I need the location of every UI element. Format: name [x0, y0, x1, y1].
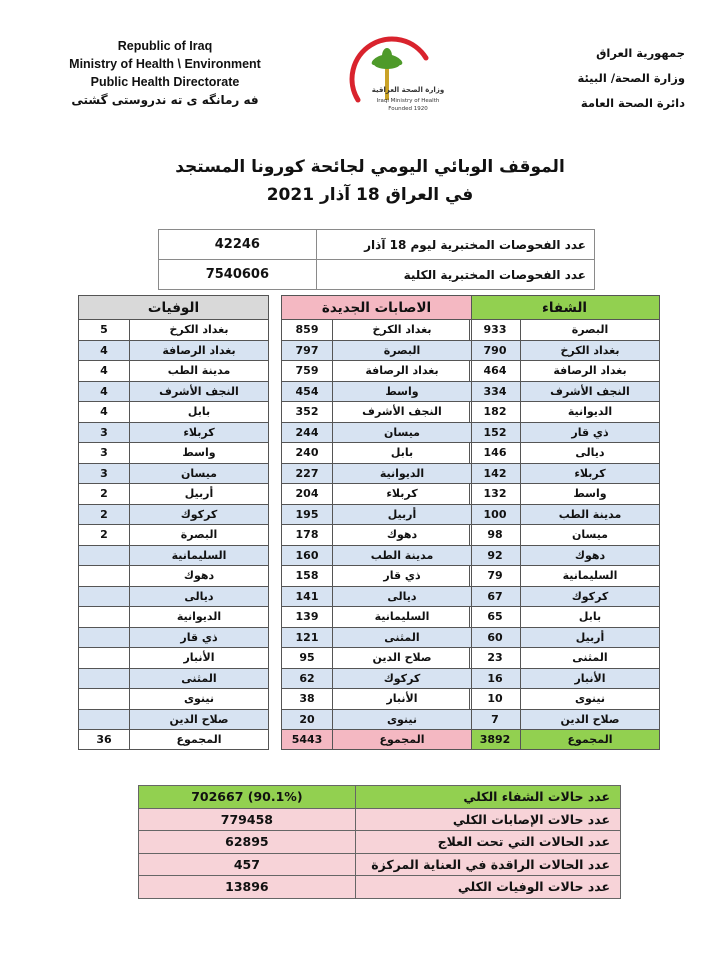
table-row — [282, 689, 472, 710]
tests-row — [159, 230, 595, 260]
summary-value: 62895 — [139, 831, 356, 854]
header-kurdish-line: فه رمانگه ی ته ندروستی گشتی — [71, 93, 259, 107]
logo-founded: Founded 1920 — [388, 106, 428, 112]
table-title: الوفيات — [79, 296, 269, 320]
row-province: بغداد الكرخ — [521, 340, 660, 361]
row-province: أربيل — [333, 504, 472, 525]
table-row — [470, 402, 660, 423]
row-value — [79, 668, 130, 689]
row-value: 464 — [470, 361, 521, 382]
table-row — [282, 361, 472, 382]
row-value — [79, 586, 130, 607]
table-row — [79, 402, 269, 423]
table-row — [470, 504, 660, 525]
table-row — [79, 381, 269, 402]
table-row — [282, 381, 472, 402]
table-row — [79, 607, 269, 628]
row-province: مدينة الطب — [130, 361, 269, 382]
summary-value: 457 — [139, 853, 356, 876]
table-row — [470, 361, 660, 382]
tests-daily-value: 42246 — [159, 230, 317, 260]
table-row — [470, 627, 660, 648]
summary-label: عدد حالات الشفاء الكلي — [355, 786, 620, 809]
row-value — [79, 607, 130, 628]
table-row — [470, 443, 660, 464]
total-value: 3892 — [470, 730, 521, 750]
row-value — [79, 545, 130, 566]
row-province: السليمانية — [130, 545, 269, 566]
table-row — [282, 422, 472, 443]
table-title: الاصابات الجديدة — [282, 296, 472, 320]
row-value: 79 — [470, 566, 521, 587]
row-province: صلاح الدين — [521, 709, 660, 730]
row-province: كربلاء — [333, 484, 472, 505]
row-value: 158 — [282, 566, 333, 587]
summary-label: عدد حالات الوفيات الكلي — [355, 876, 620, 899]
row-value: 60 — [470, 627, 521, 648]
row-value: 790 — [470, 340, 521, 361]
logo-en-text: Iraqi Ministry of Health — [376, 98, 440, 104]
table-row — [282, 607, 472, 628]
row-value: 141 — [282, 586, 333, 607]
row-value: 797 — [282, 340, 333, 361]
table-row — [79, 320, 269, 341]
row-province: مدينة الطب — [521, 504, 660, 525]
summary-row — [139, 831, 621, 854]
row-value: 4 — [79, 340, 130, 361]
row-value: 16 — [470, 668, 521, 689]
row-value: 10 — [470, 689, 521, 710]
table-row — [470, 709, 660, 730]
table-row — [470, 545, 660, 566]
row-value: 5 — [79, 320, 130, 341]
deaths-table — [78, 295, 269, 750]
recoveries-table — [469, 295, 660, 750]
summary-value: 779458 — [139, 808, 356, 831]
table-row — [470, 566, 660, 587]
summary-label: عدد حالات الإصابات الكلي — [355, 808, 620, 831]
header-en-line3: Public Health Directorate — [90, 75, 240, 89]
row-value: 121 — [282, 627, 333, 648]
table-row — [470, 689, 660, 710]
row-province: الديوانية — [521, 402, 660, 423]
row-value — [79, 689, 130, 710]
table-row — [282, 402, 472, 423]
row-province: كربلاء — [521, 463, 660, 484]
table-row — [470, 668, 660, 689]
table-title: الشفاء — [470, 296, 660, 320]
table-header-row — [282, 296, 472, 320]
header-english — [52, 37, 278, 109]
summary-row — [139, 808, 621, 831]
row-province: واسط — [521, 484, 660, 505]
row-province: كركوك — [130, 504, 269, 525]
table-row — [79, 361, 269, 382]
row-province: بغداد الرصافة — [130, 340, 269, 361]
summary-value: 702667 (90.1%) — [139, 786, 356, 809]
row-province: بغداد الرصافة — [333, 361, 472, 382]
row-province: الأنبار — [130, 648, 269, 669]
row-value: 204 — [282, 484, 333, 505]
total-row — [79, 730, 269, 750]
table-row — [79, 566, 269, 587]
row-value: 65 — [470, 607, 521, 628]
logo-ar-text: وزارة الصحة العراقية — [371, 86, 445, 94]
row-province: واسط — [130, 443, 269, 464]
table-row — [282, 648, 472, 669]
row-value: 244 — [282, 422, 333, 443]
header-arabic — [560, 41, 685, 116]
table-row — [282, 443, 472, 464]
summary-row — [139, 876, 621, 899]
row-value: 160 — [282, 545, 333, 566]
row-province: ميسان — [333, 422, 472, 443]
row-province: ميسان — [521, 525, 660, 546]
summary-value: 13896 — [139, 876, 356, 899]
total-label: المجموع — [130, 730, 269, 750]
table-row — [79, 422, 269, 443]
table-row — [470, 463, 660, 484]
row-value: 3 — [79, 463, 130, 484]
row-value: 4 — [79, 402, 130, 423]
table-row — [282, 586, 472, 607]
ministry-logo — [338, 28, 448, 138]
table-row — [79, 648, 269, 669]
row-value: 132 — [470, 484, 521, 505]
table-row — [470, 607, 660, 628]
table-row — [79, 668, 269, 689]
row-province: نينوى — [333, 709, 472, 730]
table-row — [470, 586, 660, 607]
row-province: السليمانية — [333, 607, 472, 628]
row-value: 2 — [79, 484, 130, 505]
table-header-row — [470, 296, 660, 320]
table-row — [79, 443, 269, 464]
table-row — [79, 463, 269, 484]
row-province: البصرة — [130, 525, 269, 546]
row-province: بابل — [333, 443, 472, 464]
total-label: المجموع — [333, 730, 472, 750]
row-province: ميسان — [130, 463, 269, 484]
row-province: البصرة — [333, 340, 472, 361]
lab-tests-table — [158, 229, 595, 290]
table-row — [79, 586, 269, 607]
table-row — [470, 648, 660, 669]
row-value: 240 — [282, 443, 333, 464]
header-ar-line1: جمهورية العراق — [596, 46, 685, 60]
row-value: 152 — [470, 422, 521, 443]
row-value — [79, 648, 130, 669]
table-row — [79, 627, 269, 648]
new-cases-table — [281, 295, 472, 750]
row-value: 62 — [282, 668, 333, 689]
row-value: 178 — [282, 525, 333, 546]
row-province: النجف الأشرف — [521, 381, 660, 402]
row-province: دهوك — [130, 566, 269, 587]
row-value: 92 — [470, 545, 521, 566]
table-row — [282, 463, 472, 484]
table-row — [282, 504, 472, 525]
total-row — [470, 730, 660, 750]
row-province: ديالى — [333, 586, 472, 607]
table-row — [79, 689, 269, 710]
row-value: 227 — [282, 463, 333, 484]
header-ar-line2: وزارة الصحة/ البيئة — [577, 71, 685, 85]
row-province: البصرة — [521, 320, 660, 341]
row-province: ذي قار — [130, 627, 269, 648]
table-row — [282, 484, 472, 505]
table-row — [282, 525, 472, 546]
row-province: كركوك — [333, 668, 472, 689]
table-header-row — [79, 296, 269, 320]
row-province: النجف الأشرف — [130, 381, 269, 402]
row-province: كركوك — [521, 586, 660, 607]
row-value: 454 — [282, 381, 333, 402]
page-title — [120, 153, 620, 209]
row-value: 3 — [79, 443, 130, 464]
row-province: نينوى — [521, 689, 660, 710]
row-value: 933 — [470, 320, 521, 341]
row-value: 7 — [470, 709, 521, 730]
table-row — [79, 545, 269, 566]
row-province: كربلاء — [130, 422, 269, 443]
tests-total-value: 7540606 — [159, 260, 317, 290]
summary-row — [139, 786, 621, 809]
row-province: الأنبار — [333, 689, 472, 710]
table-row — [470, 320, 660, 341]
row-value: 4 — [79, 361, 130, 382]
row-value: 334 — [470, 381, 521, 402]
row-province: نينوى — [130, 689, 269, 710]
table-row — [282, 709, 472, 730]
header-ar-line3: دائرة الصحة العامة — [580, 96, 685, 110]
tests-daily-label: عدد الفحوصات المختبرية ليوم 18 آذار — [316, 230, 594, 260]
row-value: 859 — [282, 320, 333, 341]
row-province: صلاح الدين — [130, 709, 269, 730]
row-province: الديوانية — [130, 607, 269, 628]
total-label: المجموع — [521, 730, 660, 750]
logo-text — [372, 86, 444, 112]
row-value: 142 — [470, 463, 521, 484]
row-value — [79, 709, 130, 730]
row-province: بغداد الرصافة — [521, 361, 660, 382]
row-value — [79, 627, 130, 648]
table-row — [79, 525, 269, 546]
row-province: بابل — [521, 607, 660, 628]
row-value: 352 — [282, 402, 333, 423]
row-province: ذي قار — [333, 566, 472, 587]
row-province: ديالى — [130, 586, 269, 607]
row-value: 4 — [79, 381, 130, 402]
table-row — [282, 320, 472, 341]
row-value: 2 — [79, 525, 130, 546]
row-province: أربيل — [521, 627, 660, 648]
row-value: 759 — [282, 361, 333, 382]
row-province: بغداد الكرخ — [333, 320, 472, 341]
row-province: المثنى — [130, 668, 269, 689]
row-province: دهوك — [333, 525, 472, 546]
row-province: ديالى — [521, 443, 660, 464]
row-province: مدينة الطب — [333, 545, 472, 566]
row-province: النجف الأشرف — [333, 402, 472, 423]
row-value: 146 — [470, 443, 521, 464]
row-value: 3 — [79, 422, 130, 443]
row-value: 195 — [282, 504, 333, 525]
header-en-line2: Ministry of Health \ Environment — [69, 57, 261, 71]
table-row — [79, 340, 269, 361]
row-value: 23 — [470, 648, 521, 669]
row-value: 182 — [470, 402, 521, 423]
summary-table — [138, 785, 621, 899]
row-value: 139 — [282, 607, 333, 628]
row-value — [79, 566, 130, 587]
row-value: 2 — [79, 504, 130, 525]
table-row — [79, 709, 269, 730]
table-row — [79, 504, 269, 525]
table-row — [282, 668, 472, 689]
row-province: دهوك — [521, 545, 660, 566]
row-province: صلاح الدين — [333, 648, 472, 669]
row-province: واسط — [333, 381, 472, 402]
row-value: 20 — [282, 709, 333, 730]
table-row — [79, 484, 269, 505]
row-value: 98 — [470, 525, 521, 546]
table-row — [470, 422, 660, 443]
tests-total-label: عدد الفحوصات المختبرية الكلية — [316, 260, 594, 290]
table-row — [282, 545, 472, 566]
row-province: ذي قار — [521, 422, 660, 443]
table-row — [470, 484, 660, 505]
tests-row — [159, 260, 595, 290]
table-row — [282, 627, 472, 648]
row-province: بابل — [130, 402, 269, 423]
row-province: الأنبار — [521, 668, 660, 689]
title-line1: الموقف الوبائي اليومي لجائحة كورونا المستجد — [175, 157, 565, 177]
header-en-line1: Republic of Iraq — [117, 39, 213, 53]
row-province: الديوانية — [333, 463, 472, 484]
table-row — [470, 381, 660, 402]
table-row — [470, 340, 660, 361]
summary-row — [139, 853, 621, 876]
row-province: أربيل — [130, 484, 269, 505]
row-value: 95 — [282, 648, 333, 669]
row-province: المثنى — [333, 627, 472, 648]
total-value: 5443 — [282, 730, 333, 750]
table-row — [470, 525, 660, 546]
row-value: 67 — [470, 586, 521, 607]
row-province: السليمانية — [521, 566, 660, 587]
row-province: المثنى — [521, 648, 660, 669]
summary-label: عدد الحالات التي تحت العلاج — [355, 831, 620, 854]
row-province: بغداد الكرخ — [130, 320, 269, 341]
row-value: 100 — [470, 504, 521, 525]
row-value: 38 — [282, 689, 333, 710]
title-line2: في العراق 18 آذار 2021 — [266, 185, 474, 205]
total-value: 36 — [79, 730, 130, 750]
table-row — [282, 340, 472, 361]
total-row — [282, 730, 472, 750]
summary-label: عدد الحالات الراقدة في العناية المركزة — [355, 853, 620, 876]
table-row — [282, 566, 472, 587]
